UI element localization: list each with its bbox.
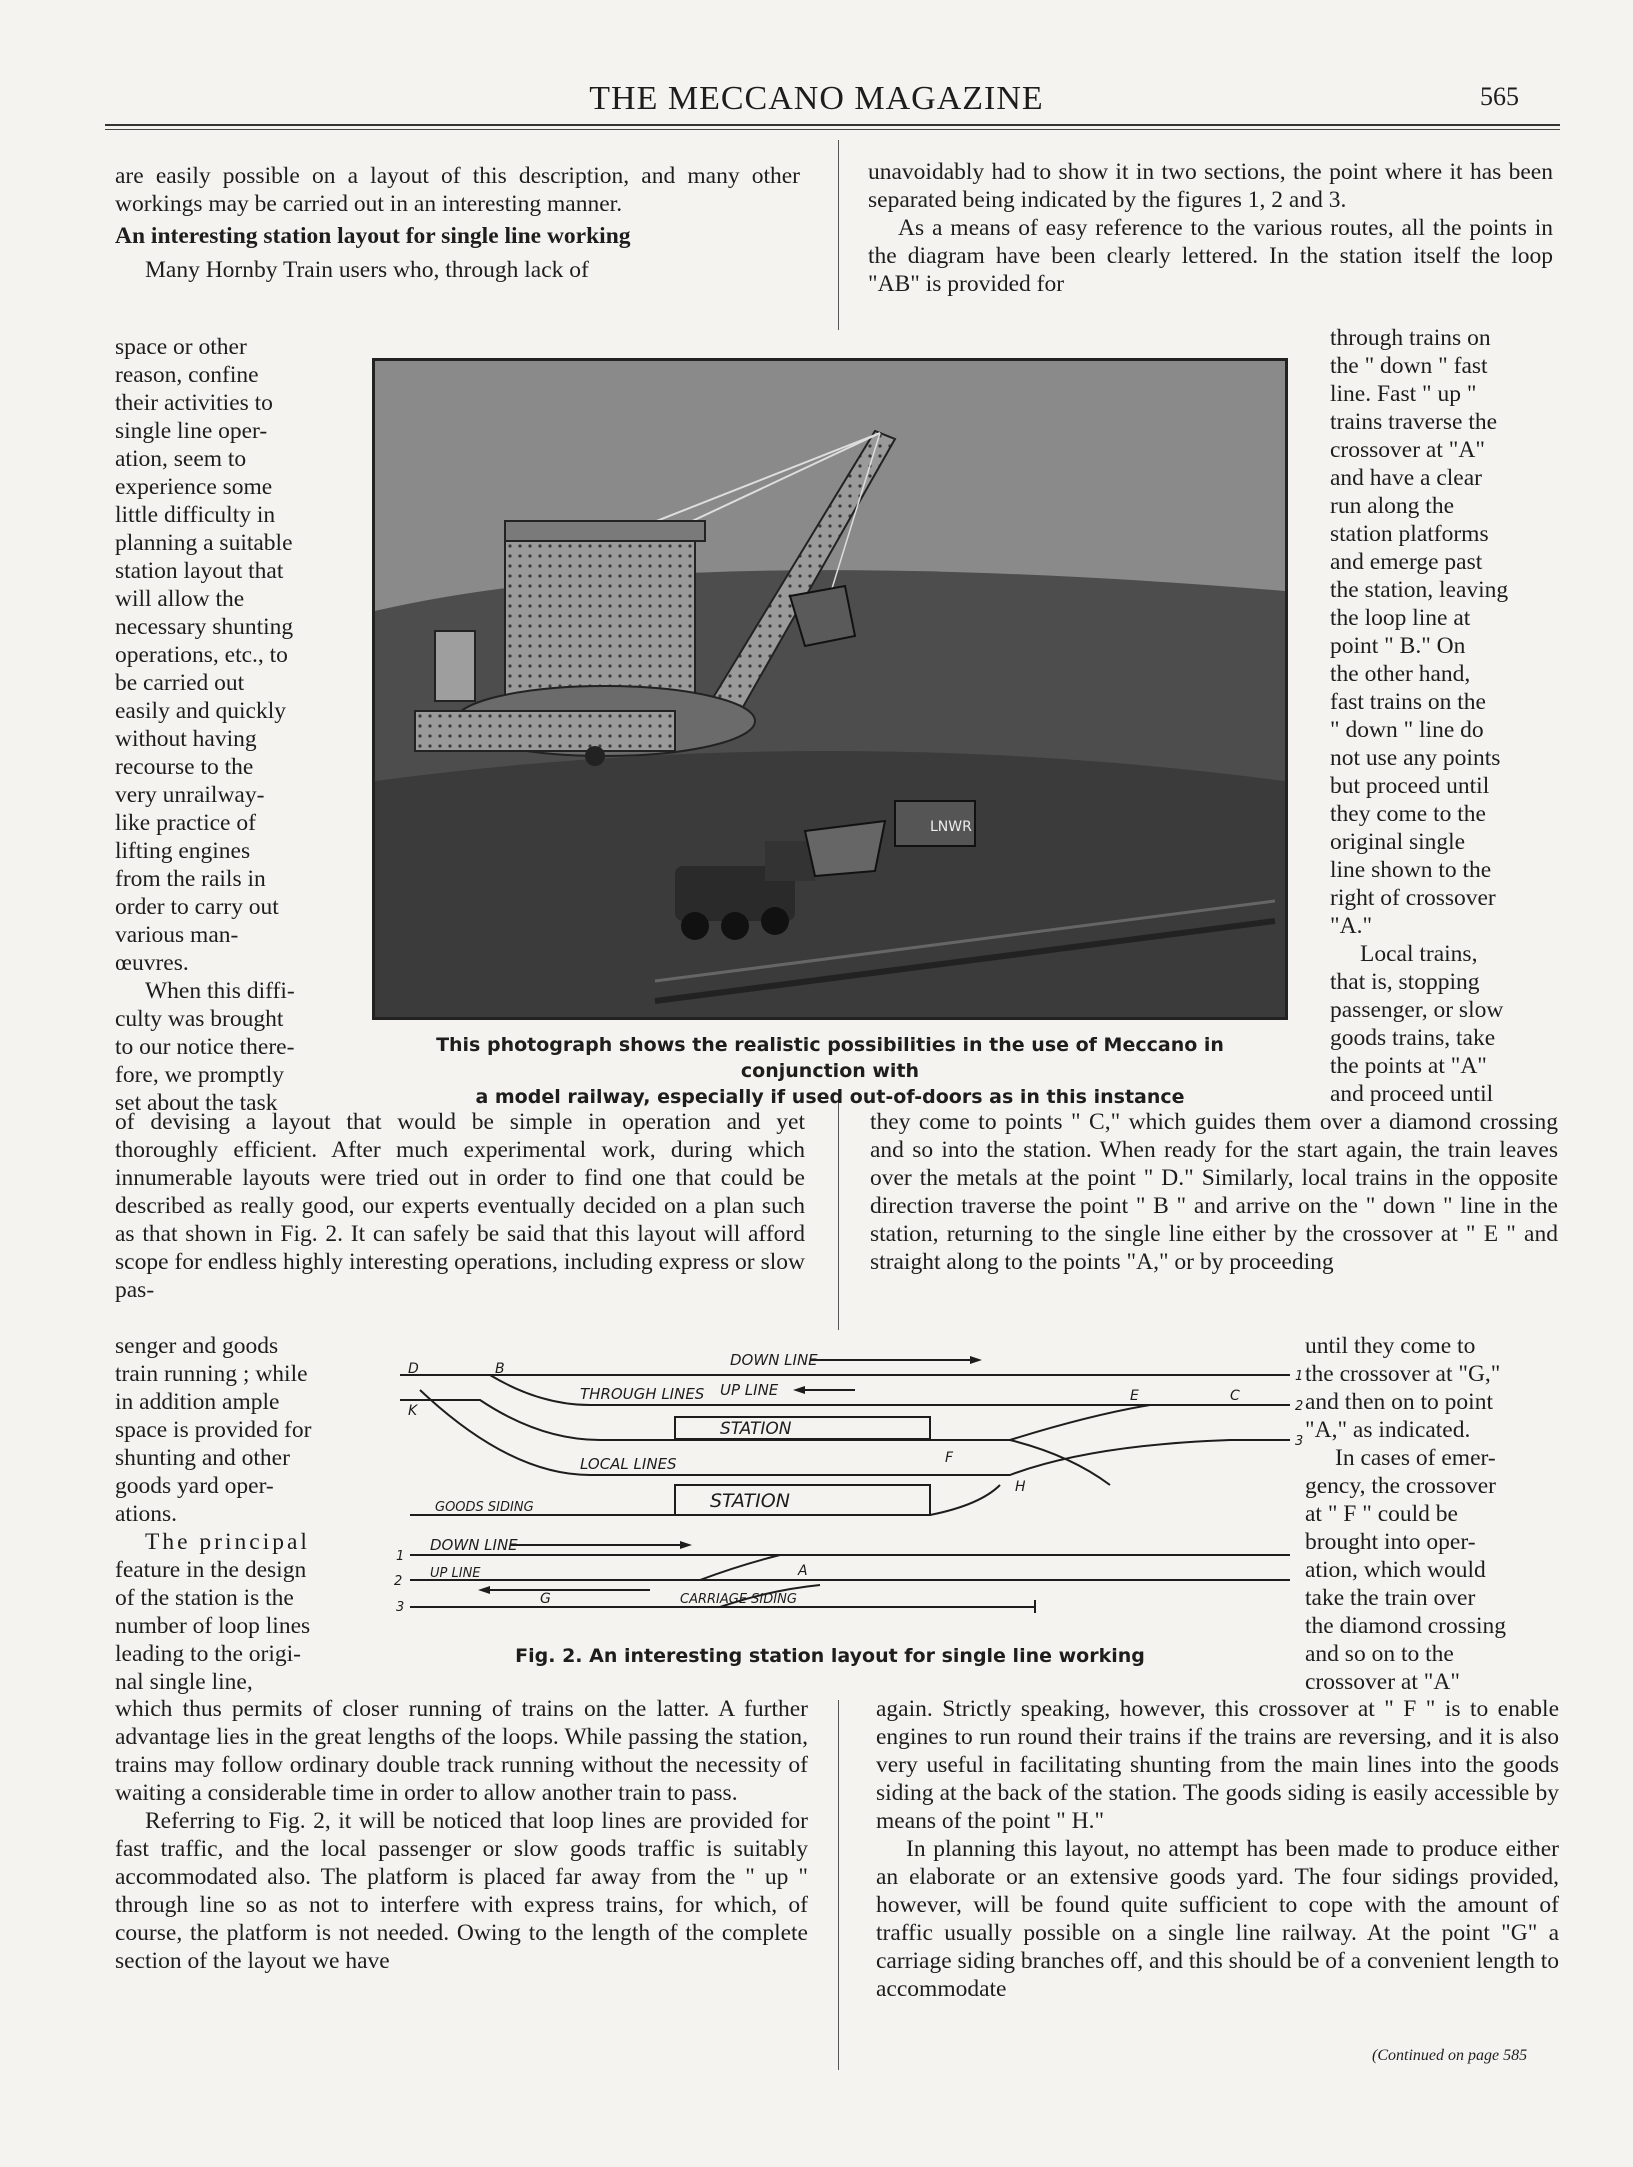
wrap-line: right of crossover xyxy=(1330,885,1496,911)
wrap-line: single line oper- xyxy=(115,418,268,444)
wrap-line: at " F " could be xyxy=(1305,1501,1458,1527)
wrap-line: senger and goods xyxy=(115,1333,279,1359)
wrap-line: until they come to xyxy=(1305,1333,1476,1359)
right-column-middle xyxy=(870,1108,1558,1276)
wrap-line: not use any points xyxy=(1330,745,1501,771)
diagram-label-through-lines: THROUGH LINES xyxy=(580,1385,705,1403)
figure-caption: Fig. 2. An interesting station layout for single line working xyxy=(515,1645,1145,1667)
wrap-line: and proceed until xyxy=(1330,1081,1494,1107)
wrap-line: ations. xyxy=(115,1501,178,1527)
wrap-line: line shown to the xyxy=(1330,857,1492,883)
wrap-line: crossover at "A" xyxy=(1330,437,1485,463)
wrap-line: very unrailway- xyxy=(115,782,265,808)
wrap-line: little difficulty in xyxy=(115,502,276,528)
wrap-line: number of loop lines xyxy=(115,1613,311,1639)
wrap-line: and have a clear xyxy=(1330,465,1482,491)
wrap-line: line. Fast " up " xyxy=(1330,381,1477,407)
wrap-line: space is provided for xyxy=(115,1417,312,1443)
left-middle-wrap xyxy=(115,1332,377,1696)
wrap-line: they come to the xyxy=(1330,801,1486,827)
left-column-middle xyxy=(115,1108,805,1304)
wrap-line: brought into oper- xyxy=(1305,1529,1476,1555)
right-paragraph-1: unavoidably had to show it in two sections, the point where it has been separated being indicated by the figures 1, 2 and 3. xyxy=(868,159,1553,213)
right-middle-wrap xyxy=(1305,1332,1557,1696)
right-paragraph-2: As a means of easy reference to the various routes, all the points in the diagram have been clearly lettered. In the station itself the loop "AB" is provided for xyxy=(868,215,1553,297)
section-number: 2 xyxy=(394,1574,403,1589)
wrap-line: will allow the xyxy=(115,586,245,612)
wrap-line: from the rails in xyxy=(115,866,266,892)
diagram-label-goods-siding: GOODS SIDING xyxy=(435,1500,534,1515)
right-column-bottom xyxy=(876,1695,1559,2003)
wrap-line: passenger, or slow xyxy=(1330,997,1504,1023)
meccano-excavator-photo xyxy=(372,358,1288,1020)
wrap-line: trains traverse the xyxy=(1330,409,1498,435)
diagram-label-carriage-siding: CARRIAGE SIDING xyxy=(680,1592,797,1607)
section-number: 3 xyxy=(1295,1434,1304,1449)
left-bottom-paragraph-2: Referring to Fig. 2, it will be noticed that loop lines are provided for fast traffic, and the local passenger or slow goods traffic is suitably accommodated also. The platform is placed far away from the " up " through line so as not to interfere with express trains, for which, of course, the platform is not needed. Owing to the length of the complete section of the layout we have xyxy=(115,1808,808,1974)
wrap-line: planning a suitable xyxy=(115,530,293,556)
left-middle-paragraph: of devising a layout that would be simple in operation and yet thoroughly efficient. After much experimental work, during which innumerable layouts were tried out in order to find one that could be described as really good, our experts eventually decided on a plan such as that shown in Fig. 2. It can safely be said that this layout will afford scope for endless highly interesting operations, including express or slow pas- xyxy=(115,1109,805,1303)
wrap-line: without having xyxy=(115,726,257,752)
column-divider-middle xyxy=(838,1100,839,1330)
wrap-line: station platforms xyxy=(1330,521,1489,547)
wrap-line: reason, confine xyxy=(115,362,259,388)
photo-caption-line-2: a model railway, especially if used out-of-doors as in this instance xyxy=(475,1086,1185,1108)
wrap-line: the diamond crossing xyxy=(1305,1613,1507,1639)
wrap-line: recourse to the xyxy=(115,754,254,780)
wrap-line: the " down " fast xyxy=(1330,353,1488,379)
wrap-line: the station, leaving xyxy=(1330,577,1509,603)
photo-illustration xyxy=(375,361,1285,1017)
wrap-line: feature in the design xyxy=(115,1557,307,1583)
wrap-line: goods trains, take xyxy=(1330,1025,1496,1051)
section-number: 1 xyxy=(396,1549,405,1564)
page-number: 565 xyxy=(1480,82,1519,111)
article-heading: An interesting station layout for single line working xyxy=(115,223,631,249)
wrap-line: Local trains, xyxy=(1360,941,1478,967)
wrap-line: When this diffi- xyxy=(145,978,295,1004)
diagram-label-local-lines: LOCAL LINES xyxy=(580,1455,677,1473)
diagram-label-station-1: STATION xyxy=(720,1419,792,1439)
wrap-line: through trains on xyxy=(1330,325,1491,351)
right-middle-paragraph: they come to points " C," which guides them over a diamond crossing and so into the station. When ready for the start again, the train leaves over the metals at the point " D." Similarly, local trains in the opposite direction traverse the point " B " and arrive on the " down " line in the station, returning to the single line either by the crossover at " E " and straight along to the points "A," or by proceeding xyxy=(870,1109,1558,1275)
right-bottom-paragraph-1: again. Strictly speaking, however, this crossover at " F " is to enable engines to run round their trains if the trains are reversing, and it is also very useful in facilitating shunting from the main lines into the goods siding at the back of the station. The goods siding is easily accessible by means of the point " H." xyxy=(876,1696,1559,1834)
point-label: K xyxy=(408,1403,418,1419)
wrap-line: experience some xyxy=(115,474,273,500)
wrap-line: crossover at "A" xyxy=(1305,1669,1460,1695)
wrap-line: set about the task xyxy=(115,1090,278,1116)
diagram-label-down-line-2: DOWN LINE xyxy=(430,1536,518,1554)
wrap-line: train running ; while xyxy=(115,1361,308,1387)
wrap-line: œuvres. xyxy=(115,950,189,976)
photo-caption-line-1: This photograph shows the realistic possibilities in the use of Meccano in conjunction with xyxy=(436,1034,1224,1082)
left-column-top xyxy=(115,162,800,284)
paragraph-first-line: Many Hornby Train users who, through lack of xyxy=(145,257,589,283)
wrap-line: and then on to point xyxy=(1305,1389,1493,1415)
wrap-line: order to carry out xyxy=(115,894,279,920)
header-rule-thin xyxy=(105,129,1560,130)
wrap-line: be carried out xyxy=(115,670,245,696)
wrap-line: that is, stopping xyxy=(1330,969,1480,995)
header-rule xyxy=(105,124,1560,126)
diagram-label-up-line-2: UP LINE xyxy=(430,1566,481,1581)
magazine-title: THE MECCANO MAGAZINE xyxy=(589,80,1044,117)
point-label: C xyxy=(1230,1388,1240,1404)
point-label: B xyxy=(495,1361,505,1377)
wrap-line: take the train over xyxy=(1305,1585,1476,1611)
wrap-line: and so on to the xyxy=(1305,1641,1454,1667)
left-wrap-text xyxy=(115,333,345,1117)
wrap-line: the loop line at xyxy=(1330,605,1471,631)
wrap-line: space or other xyxy=(115,334,247,360)
track-layout-diagram xyxy=(390,1345,1330,1635)
wrap-line: run along the xyxy=(1330,493,1454,519)
wrap-line: easily and quickly xyxy=(115,698,286,724)
wrap-line: the points at "A" xyxy=(1330,1053,1487,1079)
diagram-label-up-line: UP LINE xyxy=(720,1381,779,1399)
wrap-line: gency, the crossover xyxy=(1305,1473,1496,1499)
wrap-line: "A," as indicated. xyxy=(1305,1417,1471,1443)
wrap-line: fore, we promptly xyxy=(115,1062,285,1088)
section-number: 3 xyxy=(396,1600,405,1615)
column-divider-top xyxy=(838,140,839,330)
right-bottom-paragraph-2: In planning this layout, no attempt has been made to produce either an elaborate or an extensive goods yard. The four sidings provided, however, will be found quite sufficient to cope with the amount of traffic usually possible on a single line railway. At the point "G" a carriage siding branches off, and this should be of a convenient length to accommodate xyxy=(876,1836,1559,2002)
wrap-line: "A." xyxy=(1330,913,1373,939)
left-column-bottom xyxy=(115,1695,808,1975)
continued-note: (Continued on page 585 xyxy=(1372,2047,1528,2064)
wagon-marking: LNWR xyxy=(930,819,972,835)
wrap-line: necessary shunting xyxy=(115,614,294,640)
wrap-line: to our notice there- xyxy=(115,1034,295,1060)
column-divider-bottom xyxy=(838,1700,839,2070)
wrap-line: like practice of xyxy=(115,810,256,836)
point-label: G xyxy=(540,1591,551,1607)
wrap-line: The principal xyxy=(145,1529,310,1555)
wrap-line: the crossover at "G," xyxy=(1305,1361,1501,1387)
left-bottom-paragraph-1: which thus permits of closer running of trains on the latter. A further advantage lies in the great lengths of the loops. While passing the station, trains may follow ordinary double track running without the necessity of waiting a considerable time in order to allow another train to pass. xyxy=(115,1696,808,1806)
wrap-line: their activities to xyxy=(115,390,273,416)
wrap-line: goods yard oper- xyxy=(115,1473,274,1499)
wrap-line: but proceed until xyxy=(1330,773,1490,799)
track-diagram-svg xyxy=(390,1345,1330,1635)
wrap-line: fast trains on the xyxy=(1330,689,1486,715)
wrap-line: and emerge past xyxy=(1330,549,1483,575)
point-label: E xyxy=(1130,1388,1139,1404)
point-label: H xyxy=(1015,1479,1026,1495)
wrap-line: nal single line, xyxy=(115,1669,253,1695)
section-number: 2 xyxy=(1295,1399,1304,1414)
right-wrap-text xyxy=(1330,324,1555,1108)
wrap-line: In cases of emer- xyxy=(1335,1445,1496,1471)
wrap-line: original single xyxy=(1330,829,1466,855)
wrap-line: station layout that xyxy=(115,558,284,584)
wrap-line: culty was brought xyxy=(115,1006,284,1032)
wrap-line: of the station is the xyxy=(115,1585,294,1611)
point-label: D xyxy=(408,1361,419,1377)
section-number: 1 xyxy=(1295,1369,1304,1384)
diagram-label-station-2: STATION xyxy=(710,1490,790,1512)
wrap-line: ation, seem to xyxy=(115,446,247,472)
point-label: A xyxy=(798,1563,808,1579)
wrap-line: various man- xyxy=(115,922,239,948)
wrap-line: lifting engines xyxy=(115,838,251,864)
wrap-line: point " B." On xyxy=(1330,633,1466,659)
photo-caption xyxy=(372,1032,1288,1110)
wrap-line: ation, which would xyxy=(1305,1557,1486,1583)
right-column-top xyxy=(868,158,1553,298)
wrap-line: shunting and other xyxy=(115,1445,290,1471)
wrap-line: " down " line do xyxy=(1330,717,1484,743)
wrap-line: the other hand, xyxy=(1330,661,1471,687)
wrap-line: in addition ample xyxy=(115,1389,280,1415)
point-label: F xyxy=(945,1450,954,1466)
wrap-line: leading to the origi- xyxy=(115,1641,301,1667)
intro-paragraph: are easily possible on a layout of this description, and many other workings may be carried out in an interesting manner. xyxy=(115,163,800,217)
diagram-label-down-line: DOWN LINE xyxy=(730,1351,818,1369)
wrap-line: operations, etc., to xyxy=(115,642,288,668)
